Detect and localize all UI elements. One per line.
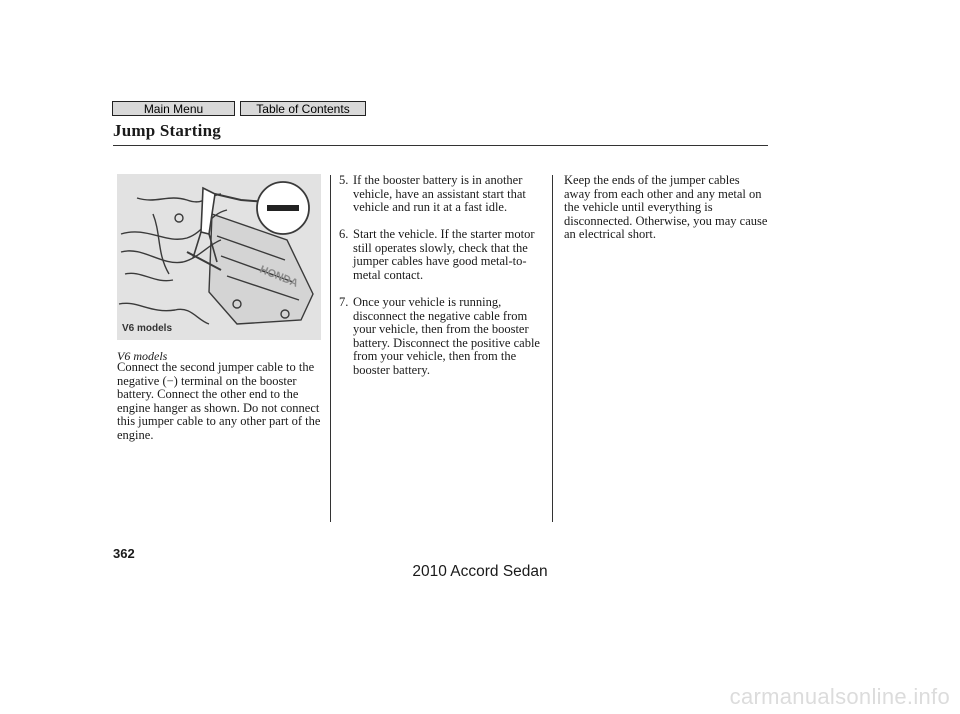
column1-paragraph: Connect the second jumper cable to the negative (−) terminal on the booster battery. Connect the other end to the engine hanger as shown. Do not connect this jumper cable to any other part of the engine. <box>117 360 321 442</box>
step-text: Start the vehicle. If the starter motor still operates slowly, check that the jumper cables have good metal-to-metal contact. <box>353 227 535 282</box>
step-5 <box>339 174 549 215</box>
title-divider <box>113 145 768 146</box>
step-number: 5. <box>339 173 349 187</box>
column3-paragraph: Keep the ends of the jumper cables away from each other and any metal on the vehicle until everything is disconnected. Otherwise, you may cause an electrical short. <box>564 173 768 242</box>
negative-sign-icon <box>267 205 299 211</box>
table-of-contents-button[interactable]: Table of Contents <box>240 101 366 116</box>
model-footer: 2010 Accord Sedan <box>412 563 548 580</box>
step-text: Once your vehicle is running, disconnect the negative cable from your vehicle, then from the booster battery. Disconnect the positive cable from your vehicle, then from the booster battery. <box>353 295 540 377</box>
step-number: 7. <box>339 295 349 309</box>
figure-label: V6 models <box>122 323 173 334</box>
honda-brand-mark: HONDA <box>257 263 300 290</box>
column-divider-2 <box>552 175 553 522</box>
step-text: If the booster battery is in another vehicle, have an assistant start that vehicle and run it at a fast idle. <box>353 173 526 215</box>
engine-drawing <box>117 174 321 340</box>
step-7 <box>339 296 549 378</box>
site-watermark: carmanualsonline.info <box>729 684 950 709</box>
step-6 <box>339 228 549 282</box>
engine-illustration <box>117 174 321 340</box>
figure-caption: V6 models <box>117 349 168 363</box>
main-menu-button[interactable]: Main Menu <box>112 101 235 116</box>
page-number: 362 <box>113 546 135 561</box>
page-title: Jump Starting <box>113 121 221 140</box>
column-divider-1 <box>330 175 331 522</box>
step-number: 6. <box>339 227 349 241</box>
